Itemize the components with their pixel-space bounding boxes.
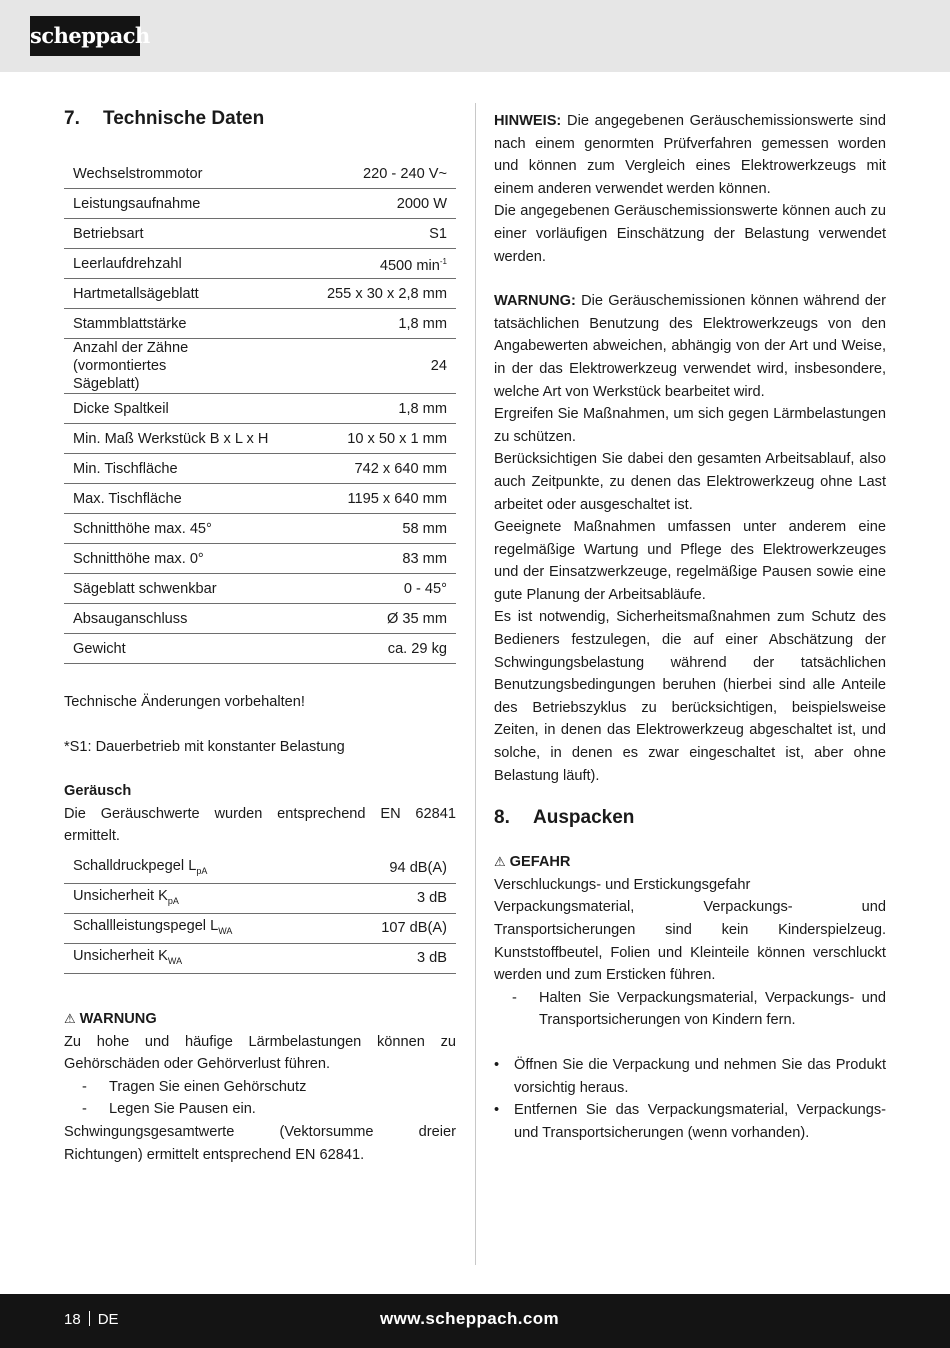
table-row: Stammblattstärke 1,8 mm [64,309,456,339]
list-item: • Entfernen Sie das Verpackungsmaterial, Verpackungs- und Transportsicherungen (wenn vorhanden). [494,1102,886,1141]
table-row: Schalldruckpegel $L_{pA}$ 94 dB(A) [64,854,456,884]
list-item: - Tragen Sie einen Gehörschutz [82,1078,307,1095]
table-row: Max. Tischfläche 1195 x 640 mm [64,484,456,514]
table-row: Leerlaufdrehzahl 4500 $\min^{-1}$ [64,249,456,279]
table-row: Unsicherheit $K_{pA}$ 3 dB [64,883,456,913]
table-row: Anzahl der Zähne (vormontiertes Sägeblatt) 24 [64,339,456,394]
scheppach-logo: scheppach [30,16,140,56]
page-number: 18 DE [64,1311,119,1328]
danger-text: Verpackungsmaterial, Verpackungs- und Transportsicherungen sind kein Kinderspielzeug. Kunststoffbeutel, Folien und Kleinteile können verschluckt werden und zum Ersticken führen. [494,899,886,984]
warnung-paragraph-2: Ergreifen Sie Maßnahmen, um sich gegen Lärmbelastungen zu schützen. [494,406,886,445]
noise-table [64,854,456,974]
noise-intro: Die Geräuschwerte wurden entsprechend EN 62841 ermittelt. [64,805,456,845]
table-row: Leistungsaufnahme 2000 W [64,189,456,219]
right-column [494,110,886,1144]
list-item: • Öffnen Sie die Verpackung und nehmen Sie das Produkt vorsichtig heraus. [494,1056,886,1096]
table-row: Min. Tischfläche 742 x 640 mm [64,454,456,484]
table-row: Wechselstrommotor 220 - 240 V~ [64,159,456,189]
warnung-paragraph: WARNUNG: Die Geräuschemissionen können während der tatsächlichen Benutzung des Elektrowerkzeugs von den Angabewerten abweichen, abhängig von der Art und Weise, in der das Elektrowerkzeug verwendet wird, insbesondere, welche Art von Werkstück bearbeitet wird. [494,293,886,400]
note-changes: Technische Änderungen vorbehalten! [64,694,305,710]
website-link[interactable]: www.scheppach.com [380,1309,560,1328]
table-row: Schallleistungspegel $L_{WA}$ 107 dB(A) [64,913,456,943]
warning-title: ⚠ WARNUNG [64,1010,157,1027]
warnung-paragraph-5: Es ist notwendig, Sicherheitsmaßnahmen zum Schutz des Bedieners festzulegen, die auf einer Abschätzung der Schwingungsbelastung während der tatsächlichen Benutzungsbedingungen beruhen (hierbei sind alle Anteile des Betriebszyklus zu berücksichtigen, beispielsweise Zeiten, in denen das Elektrowerkzeug abgeschaltet ist, und solche, in denen es zwar eingeschaltet ist, aber ohne Belastung läuft). [494,609,886,784]
table-row: Betriebsart S1 [64,219,456,249]
table-row: Gewicht ca. 29 kg [64,634,456,664]
warnung-paragraph-4: Geeignete Maßnahmen umfassen unter anderem eine regelmäßige Wartung und Pflege des Elektrowerkzeuges und der Einsatzwerkzeuge, regelmäßige Pausen sowie eine gute Planung der Arbeitsabläufe. [494,519,886,603]
hinweis-paragraph-2: Die angegebenen Geräuschemissionswerte können auch zu einer vorläufigen Einschätzung der Belastung verwendet werden. [494,203,886,265]
list-item: - Halten Sie Verpackungsmaterial, Verpackungs- und Transportsicherungen von Kindern fern. [512,989,886,1029]
table-row: Unsicherheit $K_{WA}$ 3 dB [64,943,456,973]
table-row: Absauganschluss Ø 35 mm [64,604,456,634]
noise-heading: Geräusch [64,783,132,800]
table-row: Min. Maß Werkstück B x L x H 10 x 50 x 1 mm [64,424,456,454]
warnung-paragraph-3: Berücksichtigen Sie dabei den gesamten Arbeitsablauf, also auch Zeitpunkte, zu denen das Elektrowerkzeug ohne Last arbeitet oder ausgeschaltet ist. [494,451,886,513]
section-title-unpacking: 8. Auspacken [494,807,635,829]
list-item: - Legen Sie Pausen ein. [82,1101,256,1118]
header-band [0,0,950,72]
left-column [64,104,456,1166]
danger-title: ⚠ GEFAHR [494,854,571,871]
table-row: Schnitthöhe max. 0° 83 mm [64,544,456,574]
section-title-technical-data: 7. Technische Daten [64,108,265,129]
column-divider [475,103,476,1265]
warning-triangle-icon: ⚠ [64,1010,76,1026]
table-row: Hartmetallsägeblatt 255 x 30 x 2,8 mm [64,279,456,309]
note-s1: *S1: Dauerbetrieb mit konstanter Belastung [64,738,345,755]
warning-triangle-icon: ⚠ [494,854,506,870]
hinweis-paragraph: HINWEIS: Die angegebenen Geräuschemissionswerte sind nach einem genormten Prüfverfahren gemessen worden und können zum Vergleich eines Elektrowerkzeugs mit einem anderen verwendet werden können. [494,113,886,197]
vibration-text: Schwingungsgesamtwerte (Vektorsumme dreier Richtungen) ermittelt entsprechend EN 62841. [64,1123,456,1163]
table-row: Sägeblatt schwenkbar 0 - 45° [64,574,456,604]
table-row: Schnitthöhe max. 45° 58 mm [64,514,456,544]
danger-lead: Verschluckungs- und Erstickungsgefahr [494,876,751,893]
page-footer [0,1294,950,1348]
technical-data-table [64,159,456,664]
table-row: Dicke Spaltkeil 1,8 mm [64,394,456,424]
warning-text: Zu hohe und häufige Lärmbelastungen können zu Gehörschäden oder Gehörverlust führen. [64,1033,456,1073]
